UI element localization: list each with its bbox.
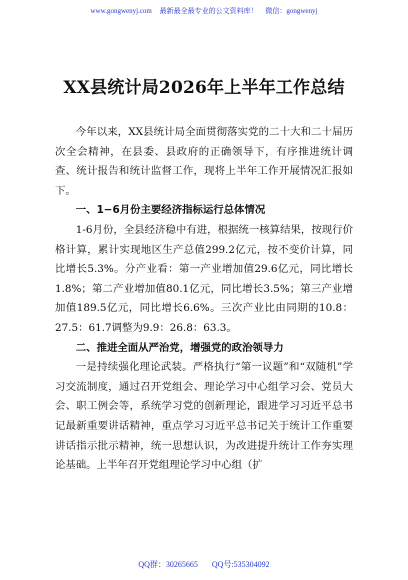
site-slogan: 最新最全最专业的公文资料库！	[159, 7, 258, 15]
section-1-paragraph: 1-6月份，全县经济稳中有进，根据统一核算结果，按现行价格计算，累计实现地区生产总值299.2亿元，按不变价计算，同比增长5.3%。分产业看：第一产业增加值29.6亿元，同比增长1.8%；第二产业增加值80.1亿元，同比增长3.5%；第三产业增加值189.5亿元，同比增长6.6%。三次产业比由同期的10.8：27.5：61.7调整为9.9：26.8：63.3。	[55, 223, 353, 334]
intro-paragraph: 今年以来，XX县统计局全面贯彻落实党的二十大和二十届历次全会精神，在县委、县政府的正确领导下，有序推进统计调查、统计报告和统计监督工作，现将上半年工作开展情况汇报如下。	[55, 126, 353, 197]
document-body	[55, 123, 353, 476]
section-2-paragraph: 一是持续强化理论武装。严格执行“第一议题”和“双随机”学习交流制度，通过召开党组会、理论学习中心组学习会、党员大会、职工例会等，系统学习党的创新理论，跟进学习习近平总书记最新重要讲话精神，重点学习习近平总书记关于统计工作重要讲话指示批示精神，统一思想认识，为改进提升统计工作夯实理论基础。上半年召开党组理论学习中心组（扩	[55, 361, 353, 472]
site-url[interactable]: www.gongwenyj.com	[90, 7, 152, 15]
document-title: XX县统计局2026年上半年工作总结	[63, 78, 345, 98]
site-footer	[0, 559, 408, 571]
qq-number: QQ号:535304092	[211, 560, 270, 569]
site-header	[0, 6, 408, 16]
section-2-heading: 二、推进全面从严治党，增强党的政治领导力	[75, 341, 284, 354]
qq-group: QQ群：30265665	[138, 560, 198, 569]
wechat-contact: 微信：gongwenyj	[265, 7, 318, 15]
section-1-heading: 一、1−6月份主要经济指标运行总体情况	[75, 204, 266, 217]
